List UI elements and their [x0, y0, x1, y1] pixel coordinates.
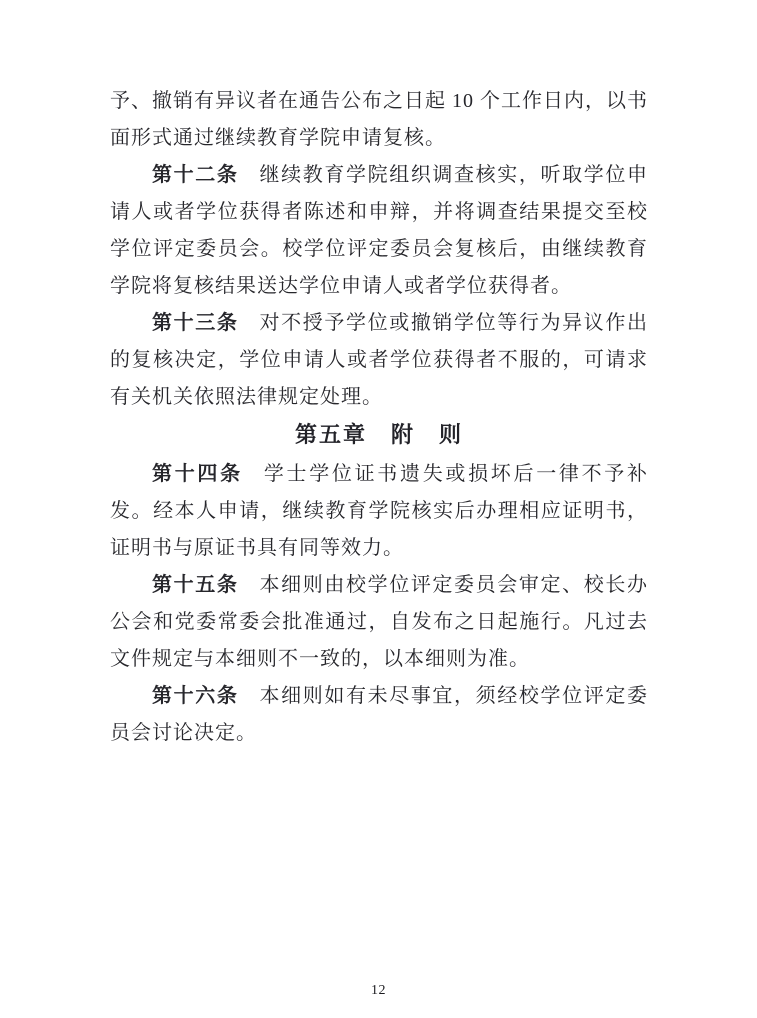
continuation-paragraph: 予、撤销有异议者在通告公布之日起 10 个工作日内，以书面形式通过继续教育学院申请复核。 — [110, 90, 648, 149]
article-text: 本细则如有未尽事宜，须经校学位评定委员会讨论决定。 — [110, 685, 649, 744]
article-number-label: 第十四条 — [152, 463, 243, 485]
chapter-heading: 第五章 附 则 — [294, 422, 463, 447]
article-text: 对不授予学位或撤销学位等行为异议作出的复核决定，学位申请人或者学位获得者不服的，可请求有关机关依照法律规定处理。 — [110, 312, 649, 408]
article-number-label: 第十三条 — [152, 312, 239, 334]
article-text: 本细则由校学位评定委员会审定、校长办公会和党委常委会批准通过，自发布之日起施行。凡过去文件规定与本细则不一致的，以本细则为准。 — [110, 574, 649, 670]
article-number-label: 第十六条 — [152, 685, 239, 707]
article-number-label: 第十五条 — [152, 574, 239, 596]
article-paragraph — [110, 456, 648, 567]
article-paragraph — [110, 305, 648, 416]
article-paragraph — [110, 678, 648, 752]
article-number-label: 第十二条 — [152, 164, 239, 186]
page-number: 12 — [371, 983, 386, 998]
article-text: 学士学位证书遗失或损坏后一律不予补发。经本人申请，继续教育学院核实后办理相应证明书，证明书与原证书具有同等效力。 — [110, 463, 649, 559]
article-text: 继续教育学院组织调查核实，听取学位申请人或者学位获得者陈述和申辩，并将调查结果提交至校学位评定委员会。校学位评定委员会复核后，由继续教育学院将复核结果送达学位申请人或者学位获得者。 — [110, 164, 649, 297]
article-paragraph — [110, 157, 648, 305]
document-body — [110, 83, 648, 752]
article-paragraph — [110, 567, 648, 678]
